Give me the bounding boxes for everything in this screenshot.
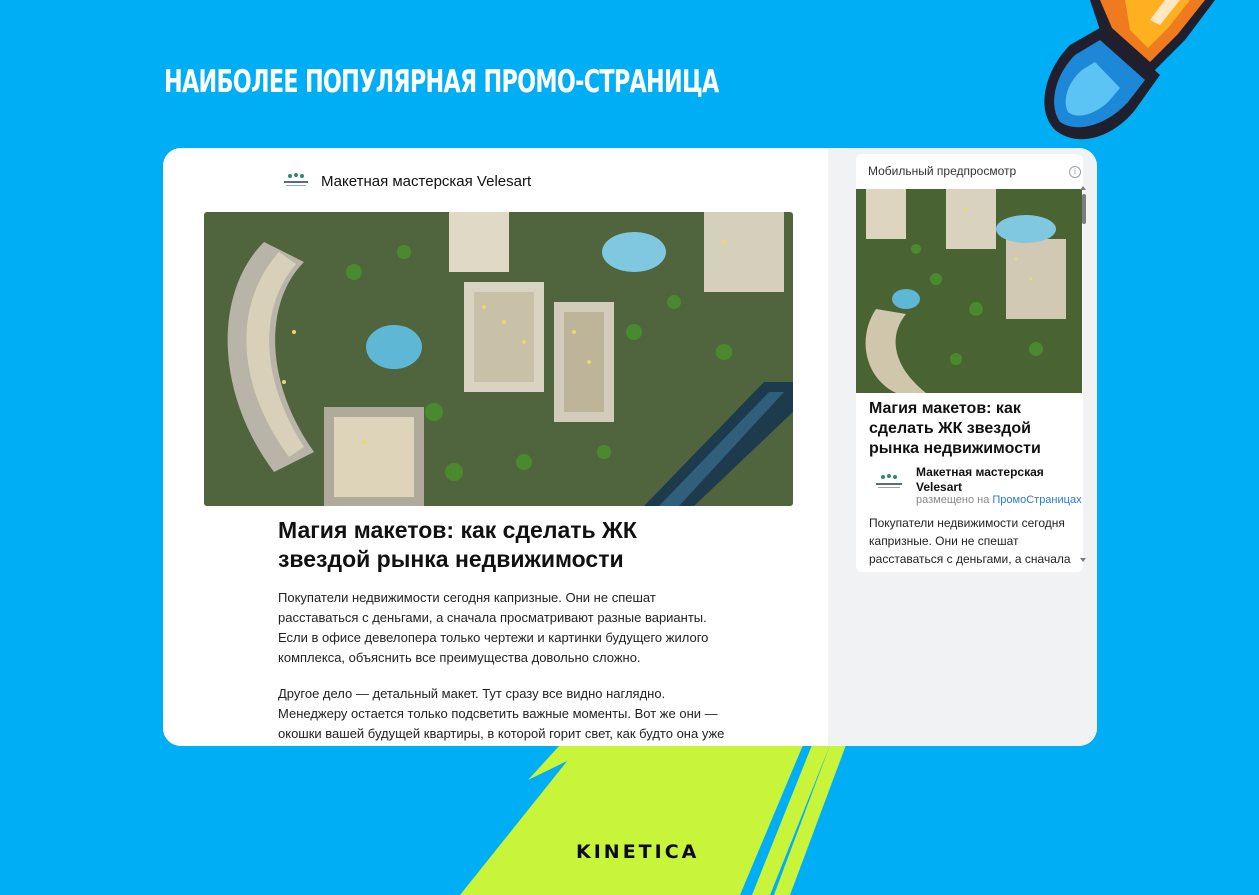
- placed-on-text: [916, 494, 1082, 506]
- placed-prefix: размещено на: [916, 494, 993, 506]
- velesart-logo: [281, 172, 311, 190]
- mobile-article-title: Магия макетов: как сделать ЖК звездой рынка недвижимости: [869, 400, 1041, 457]
- city-model-image-mobile: [856, 189, 1082, 393]
- mobile-preview[interactable]: [856, 154, 1083, 572]
- scroll-down-icon[interactable]: [1080, 558, 1086, 562]
- promo-page-card: [163, 148, 1097, 746]
- promo-pages-link[interactable]: ПромоСтраницах: [992, 494, 1082, 506]
- preview-header: Мобильный предпросмотр: [868, 164, 1017, 178]
- article-title: Магия макетов: как сделать ЖК звездой рынка недвижимости: [278, 517, 637, 572]
- brand-header: [281, 172, 531, 190]
- scroll-up-icon[interactable]: [1080, 186, 1086, 190]
- info-icon[interactable]: i: [1069, 166, 1081, 178]
- mobile-preview-panel: [828, 148, 1097, 746]
- article-paragraph-1: Покупатели недвижимости сегодня капризные. Они не спешат расставаться с деньгами, а сначала просматривают разные варианты. Если в офисе девелопера только чертежи и картинки будущего жилого комплекса, объяснить все преимущества довольно сложно.: [278, 590, 709, 665]
- article-paragraph-2: Другое дело — детальный макет. Тут сразу все видно наглядно. Менеджеру остается только подсветить важные моменты. Вот же они — окошки вашей будущей квартиры, в которой горит свет, как будто она уже: [278, 686, 725, 741]
- city-model-image: [204, 212, 793, 506]
- slide-title: НАИБОЛЕЕ ПОПУЛЯРНАЯ ПРОМО-СТРАНИЦА: [164, 64, 719, 100]
- scroll-thumb[interactable]: [1082, 194, 1086, 224]
- mobile-brand-name[interactable]: Макетная мастерская Velesart: [916, 465, 1044, 494]
- mobile-hero-image: [856, 189, 1082, 393]
- hero-image: [204, 212, 793, 506]
- mobile-article-text: Покупатели недвижимости сегодня капризные. Они не спешат расставаться с деньгами, а сначала: [869, 516, 1071, 566]
- kinetica-logo: KINETICA: [576, 841, 700, 863]
- brand-name[interactable]: Макетная мастерская Velesart: [321, 172, 532, 190]
- article-preview: [163, 148, 828, 746]
- preview-scrollbar[interactable]: [1082, 186, 1086, 566]
- velesart-logo-mobile: [872, 472, 906, 494]
